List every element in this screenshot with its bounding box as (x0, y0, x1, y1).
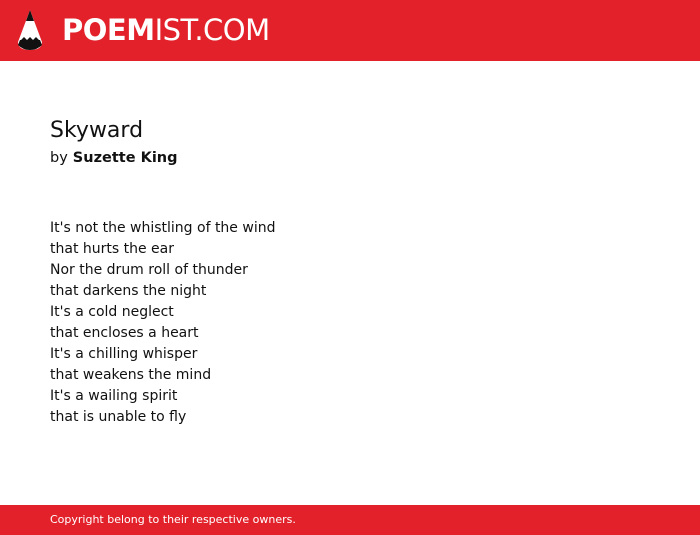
poem-byline (50, 148, 650, 168)
poem-line: It's a chilling whisper (50, 346, 198, 362)
poem-author: Suzette King (72, 150, 178, 166)
poem-content (50, 117, 650, 428)
poem-line: that weakens the mind (50, 367, 212, 383)
brand-light-part: IST.COM (154, 12, 270, 47)
poem-title: Skyward (50, 118, 144, 143)
poem-line: that is unable to fly (50, 409, 187, 425)
site-brand-name (62, 12, 270, 47)
poem-line: It's a cold neglect (50, 304, 174, 320)
poem-line: that encloses a heart (50, 325, 199, 341)
site-logo-link[interactable] (17, 9, 270, 51)
copyright-notice: Copyright belong to their respective owners. (50, 513, 296, 526)
site-header (0, 0, 700, 61)
poem-body (50, 218, 650, 428)
pencil-tip-icon (17, 9, 43, 51)
poem-line: Nor the drum roll of thunder (50, 262, 248, 278)
brand-bold-part: POEM (62, 12, 155, 47)
by-label: by (50, 150, 68, 166)
poem-line: It's not the whistling of the wind (50, 220, 276, 236)
poem-line: that darkens the night (50, 283, 207, 299)
poem-line: It's a wailing spirit (50, 388, 178, 404)
site-footer (0, 505, 700, 535)
poem-line: that hurts the ear (50, 241, 174, 257)
